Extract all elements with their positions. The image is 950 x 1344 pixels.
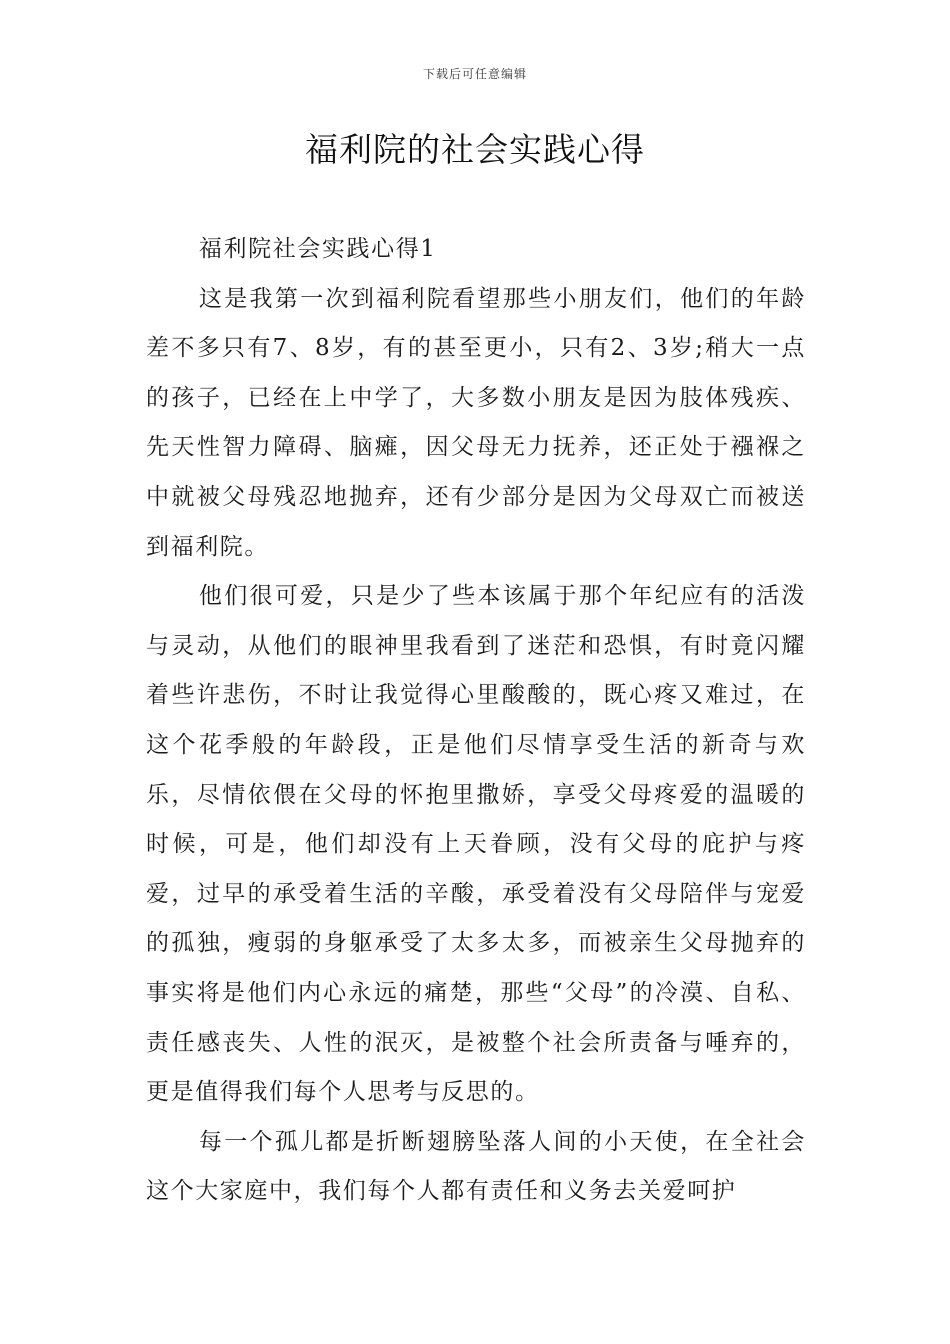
- section-heading: 福利院社会实践心得1: [198, 236, 437, 262]
- document-title: 福利院的社会实践心得: [305, 130, 645, 169]
- page-header-note: 下载后可任意编辑: [422, 67, 527, 81]
- paragraph-3: 每一个孤儿都是折断翅膀坠落人间的小天使，在全社会这个大家庭中，我们每个人都有责任和义务去关爱呵护: [146, 1128, 806, 1205]
- document-body: [146, 225, 806, 1217]
- paragraph-2: 他们很可爱，只是少了些本该属于那个年纪应有的活泼与灵动，从他们的眼神里我看到了迷茫和恐惧，有时竟闪耀着些许悲伤，不时让我觉得心里酸酸的，既心疼又难过，在这个花季般的年龄段，正是他们尽情享受生活的新奇与欢乐，尽情依偎在父母的怀抱里撒娇，享受父母疼爱的温暖的时候，可是，他们却没有上天眷顾，没有父母的庇护与疼爱，过早的承受着生活的辛酸，承受着没有父母陪伴与宠爱的孤独，瘦弱的身躯承受了太多太多，而被亲生父母抛弃的事实将是他们内心永远的痛楚，那些“父母”的冷漠、自私、责任感丧失、人性的泯灭，是被整个社会所责备与唾弃的，更是值得我们每个人思考与反思的。: [146, 583, 806, 1106]
- paragraph-1: 这是我第一次到福利院看望那些小朋友们，他们的年龄差不多只有7、8岁，有的甚至更小，只有2、3岁;稍大一点的孩子，已经在上中学了，大多数小朋友是因为肢体残疾、先天性智力障碍、脑瘫，因父母无力抚养，还正处于襁褓之中就被父母残忍地抛弃，还有少部分是因为父母双亡而被送到福利院。: [146, 285, 806, 560]
